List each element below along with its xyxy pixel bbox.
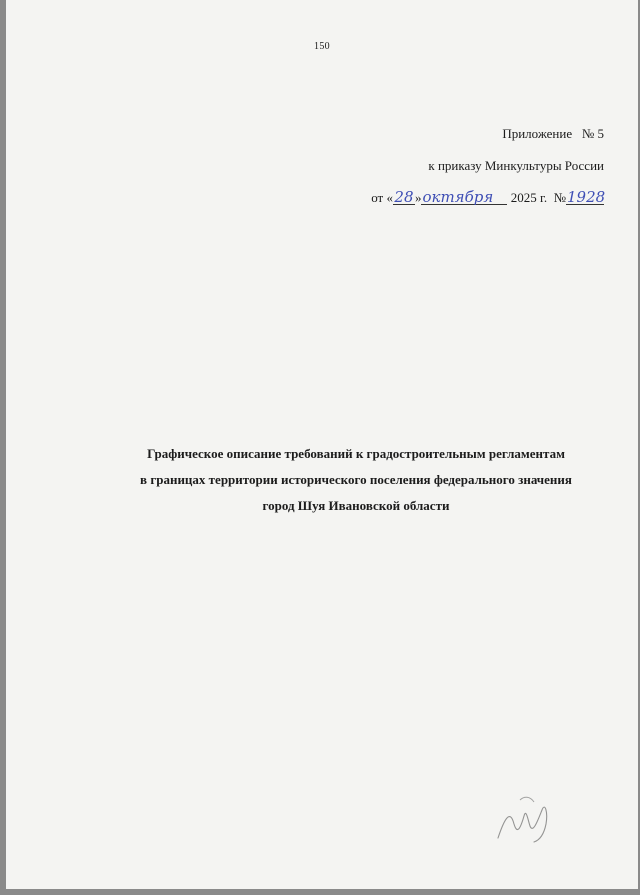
date-year: 2025 г. (510, 190, 548, 205)
date-quote-close: » (414, 190, 422, 205)
date-prefix: от « (371, 190, 393, 205)
title-line: в границах территории исторического поселения федерального значения (140, 472, 572, 487)
appendix-number: № 5 (581, 126, 604, 141)
order-reference-text: к приказу Минкультуры России (428, 158, 604, 173)
number-prefix: № (553, 190, 566, 205)
appendix-order-ref (284, 156, 604, 176)
appendix-title-line (284, 124, 604, 144)
handwritten-day: 28 (394, 188, 414, 206)
document-page (6, 0, 638, 889)
appendix-date-line (284, 188, 604, 208)
appendix-label: Приложение (502, 126, 573, 141)
signature-mark (490, 790, 560, 850)
title-line: Графическое описание требований к градостроительным регламентам (147, 446, 565, 461)
document-title (86, 441, 626, 519)
handwritten-order-number: 1928 (567, 188, 606, 206)
appendix-header (284, 124, 604, 208)
page-number: 150 (314, 41, 330, 52)
title-line: город Шуя Ивановской области (262, 498, 450, 513)
handwritten-month: октября (421, 190, 507, 205)
